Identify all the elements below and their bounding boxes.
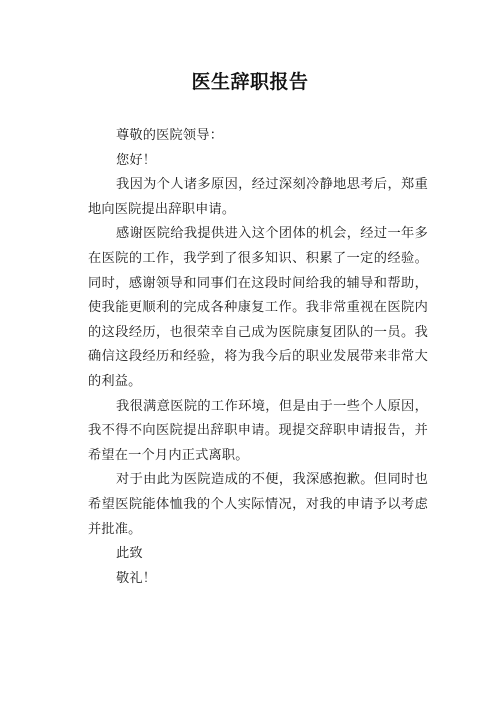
- paragraph-reason: 我因为个人诸多原因，经过深刻冷静地思考后，郑重地向医院提出辞职申请。: [88, 177, 428, 217]
- paragraph-request: 我很满意医院的工作环境，但是由于一些个人原因，我不得不向医院提出辞职申请。现提交辞职申请报告，并希望在一个月内正式离职。: [88, 398, 428, 463]
- paragraph-thanks: 感谢医院给我提供进入这个团体的机会，经过一年多在医院的工作，我学到了很多知识、积累了一定的经验。同时，感谢领导和同事们在这段时间给我的辅导和帮助，使我能更顺利的完成各种康复工作。我非常重视在医院内的这段经历，也很荣幸自己成为医院康复团队的一员。我确信这段经历和经验，将为我今后的职业发展带来非常大的利益。: [88, 226, 428, 389]
- salutation: 尊敬的医院领导：: [116, 128, 224, 143]
- paragraph-apology: 对于由此为医院造成的不便，我深感抱歉。但同时也希望医院能体恤我的个人实际情况，对我的申请予以考虑并批准。: [88, 472, 428, 537]
- greeting: 您好！: [116, 152, 157, 168]
- letter-body: [88, 124, 428, 591]
- closing-line-1: 此致: [116, 546, 143, 562]
- document-title: 医生辞职报告: [191, 71, 309, 93]
- closing-line-2: 敬礼！: [116, 570, 157, 586]
